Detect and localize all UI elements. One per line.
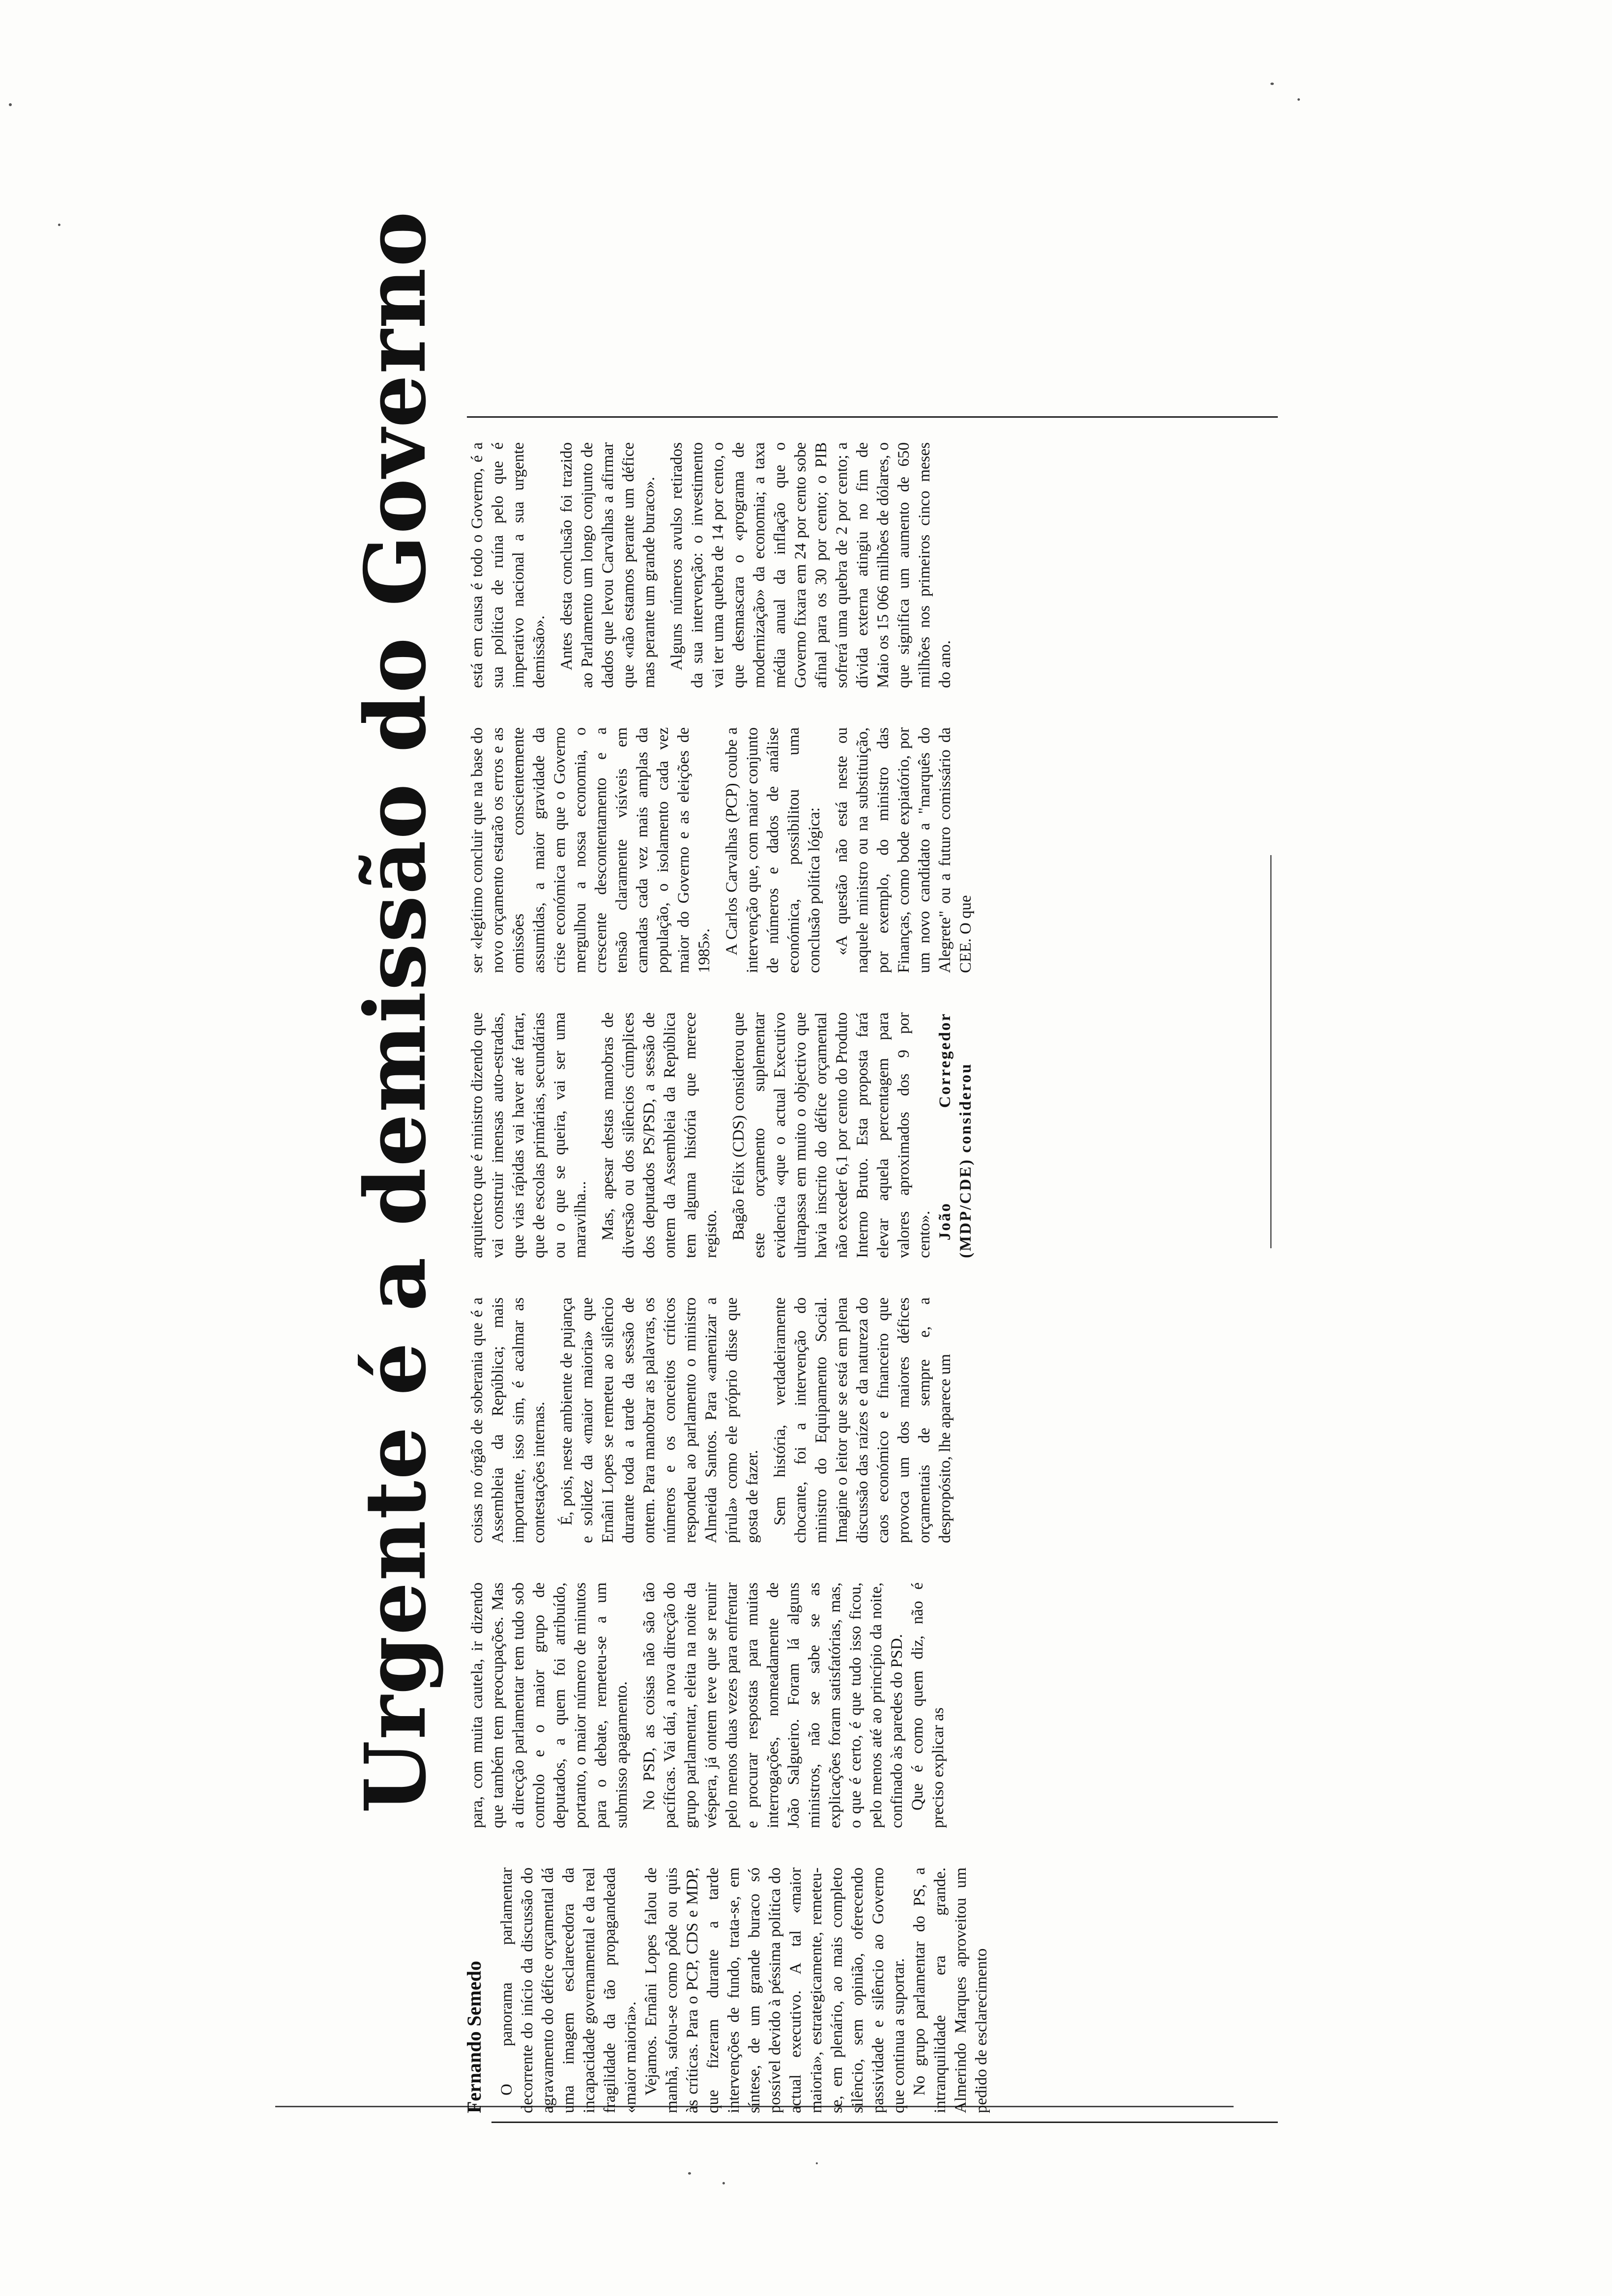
scan-speck <box>816 2162 818 2164</box>
scan-speck <box>9 103 12 106</box>
paragraph: Que é como quem diz, não é preciso explicar as <box>909 1582 947 1828</box>
paragraph: Vejamos. Ernâni Lopes falou de manhã, safou-se como pôde ou quis às críticas. Para o PCP, CDS e MDP, que fizeram durante a tarde intervenções de fundo, trata-se, em síntese, de um grande buraco só possível devido à péssima política do actual executivo. A tal «maior maioria», estrategicamente, remeteu-se, em plenário, ao mais completo silêncio, sem opinião, oferecendo passividade e silêncio ao Governo que continua a suportar. <box>642 1867 908 2113</box>
column-1 <box>496 1867 1263 2113</box>
paragraph: Mas, apesar destas manobras de diversão ou dos silêncios cúmplices dos deputados PS/PSD, a sessão de ontem da Assembleia da República tem alguma história que merece registo. <box>599 1012 720 1258</box>
byline: Fernando Semedo <box>463 1961 485 2113</box>
paragraph: ser «legítimo concluir que na base do novo orçamento estarão os erros e as omissões conscientemente assumidas, a maior gravidade da crise económica em que o Governo mergulhou a nossa economia, o crescente descontentamento e a tensão claramente visíveis em camadas cada vez mais amplas da população, o isolamento cada vez maior do Governo e as eleições de 1985». <box>468 727 713 973</box>
paragraph: No PSD, as coisas não são tão pacíficas. Vai daí, a nova direcção do grupo parlamentar, eleita na noite da véspera, já ontem teve que se reunir pelo menos duas vezes para enfrentar e procurar respostas para muitas interrogações, nomeadamente de João Salgueiro. Foram lá alguns ministros, não se sabe se as explicações foram satisfatórias, mas, o que é certo, é que tudo isso ficou, pelo menos até ao princípio da noite, confinado às paredes do PSD. <box>640 1582 906 1828</box>
paragraph: para, com muita cautela, ir dizendo que também tem preocupações. Mas a direcção parlamentar tem tudo sob controlo e o maior grupo de deputados, a quem foi atribuído, portanto, o maior número de minutos para o debate, remeteu-se a um submisso apagamento. <box>468 1582 631 1828</box>
scan-speck <box>1297 98 1300 101</box>
paragraph: A Carlos Carvalhas (PCP) coube a intervenção que, com maior conjunto de números e dados de análise económica, possibilitou uma conclusão política lógica: <box>723 727 823 973</box>
paragraph: Antes desta conclusão foi trazido ao Parlamento um longo conjunto de dados que levou Carvalhas a afirmar que «não estamos perante um défice mas perante um grande buraco». <box>558 442 658 688</box>
paragraph: Sem história, verdadeiramente chocante, foi a intervenção do ministro do Equipamento Social. Imagine o leitor que se está em plena discussão das raízes e da natureza do caos económico e financeiro que provoca um dos maiores défices orçamentais de sempre e, a despropósito, lhe aparece um <box>771 1297 954 1543</box>
scan-speck <box>688 2172 691 2175</box>
paragraph: arquitecto que é ministro dizendo que vai construir imensas auto-estradas, que vias rápidas vai haver até fartar, que de escolas primárias, secundárias ou o que se queira, vai ser uma maravilha... <box>468 1012 589 1258</box>
paragraph: coisas no órgão de soberania que é a Assembleia da República; mais importante, isso sim, é acalmar as contestações internas. <box>468 1297 548 1543</box>
paragraph: está em causa é todo o Governo, é a sua política de ruína pelo que é imperativo nacional a sua urgente demissão». <box>468 442 548 688</box>
column-rule <box>1270 855 1271 1248</box>
scan-speck <box>58 224 60 226</box>
paragraph: No grupo parlamentar do PS, a intranquilidade era grande. Almerindo Marques aproveitou um pedido de esclarecimento <box>911 1867 990 2113</box>
column-rule <box>491 2122 1278 2123</box>
paragraph: Bagão Félix (CDS) considerou que este orçamento suplementar evidencia «que o actual Executivo ultrapassa em muito o objectivo que havia inscrito do défice orçamental não exceder 6,1 por cento do Produto Interno Bruto. Esta proposta fará elevar aquela percentagem para valores aproximados dos 9 por cento». <box>730 1012 933 1258</box>
scan-speck <box>722 2182 725 2184</box>
column-5 <box>467 727 1263 973</box>
paragraph: «A questão não está neste ou naquele ministro ou na substituição, por exemplo, do ministro das Finanças, como bode expiatório, por um novo candidato a "marquês do Alegrete" ou a futuro comissário da CEE. O que <box>833 727 975 973</box>
paragraph: Alguns números avulso retirados da sua intervenção: o investimento vai ter uma quebra de 14 por cento, o que desmascara o «programa de modernização» da economia; a taxa média anual da inflação que o Governo fixara em 24 por cento sobe afinal para os 30 por cento; o PIB sofrerá uma quebra de 2 por cento; a dívida externa atingiu no fim de Maio os 15 066 milhões de dólares, o que significa um aumento de 650 milhões nos primeiros cinco meses do ano. <box>668 442 954 688</box>
column-4 <box>467 1012 1263 1258</box>
rotated-clipping <box>344 108 1312 2113</box>
column-3 <box>467 1297 1263 1543</box>
headline: Urgente é a demissão do Governo <box>346 210 445 1813</box>
column-6 <box>467 442 1263 688</box>
paragraph: É, pois, neste ambiente de pujança e solidez da «maior maioria» que Ernâni Lopes se remeteu ao silêncio durante toda a tarde da sessão de ontem. Para manobrar as palavras, os números e os conceitos críticos respondeu ao parlamento o ministro Almeida Santos. Para «amenizar a pírula» como ele próprio disse que gosta de fazer. <box>558 1297 761 1543</box>
scan-speck <box>1270 83 1274 85</box>
column-2 <box>467 1582 1263 1828</box>
paragraph: O panorama parlamentar decorrente do início da discussão do agravamento do défice orçamental dá uma imagem esclarecedora da incapacidade governamental e da real fragilidade da tão propagandeada «maior maioria». <box>498 1867 639 2113</box>
paragraph: João Corregedor (MDP/CDE) considerou <box>936 1012 975 1258</box>
column-rule <box>467 416 1278 418</box>
